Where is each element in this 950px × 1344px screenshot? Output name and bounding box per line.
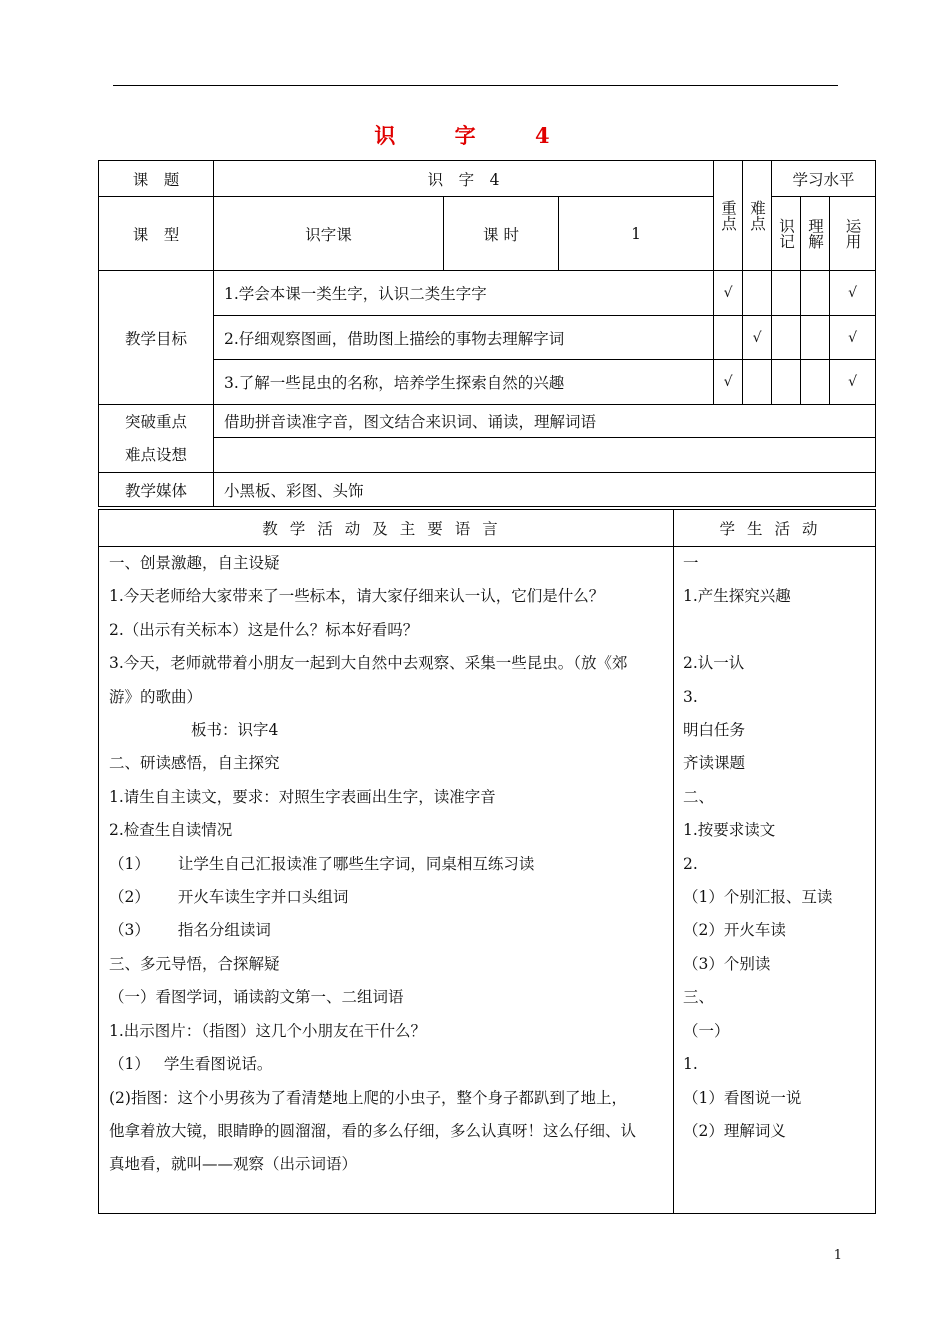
objective-mark: √ — [830, 271, 876, 316]
breakthrough-label-line: 突破重点 — [124, 412, 187, 431]
teaching-line: 真地看，就叫——观察（出示词语） — [109, 1155, 358, 1174]
key-point-header: 重点 — [714, 161, 743, 271]
teaching-line: 2.检查生自读情况 — [109, 821, 233, 840]
teaching-line: 三、多元导悟，合探解疑 — [109, 954, 280, 973]
teaching-line — [109, 848, 669, 881]
student-line: 2. — [683, 854, 698, 873]
breakthrough-label-line: 难点设想 — [124, 445, 187, 464]
objective-mark — [743, 271, 772, 316]
topic-label: 课 题 — [99, 161, 214, 197]
teaching-line: 1.请生自主读文，要求：对照生字表画出生字，读准字音 — [109, 787, 496, 806]
student-line: 齐读课题 — [683, 754, 746, 773]
objective-mark — [801, 360, 830, 405]
objective-mark: √ — [830, 360, 876, 405]
header-rule — [113, 85, 838, 86]
breakthrough-blank — [214, 438, 876, 473]
student-line: （2）开火车读 — [683, 921, 786, 940]
objective-mark — [801, 316, 830, 360]
teaching-line: 一、创景激趣，自主设疑 — [109, 554, 280, 572]
lesson-info-table — [98, 160, 876, 507]
student-line: 1.按要求读文 — [683, 821, 776, 840]
media-label: 教学媒体 — [99, 473, 214, 507]
teaching-line: 3.今天，老师就带着小朋友一起到大自然中去观察、采集一些昆虫。（放《郊 — [109, 654, 628, 673]
type-value: 识字课 — [214, 197, 444, 271]
student-line: 三、 — [683, 988, 715, 1007]
student-line: 二、 — [683, 787, 715, 806]
teaching-line: (2)指图：这个小男孩为了看清楚地上爬的小虫子，整个身子都趴到了地上， — [109, 1088, 627, 1107]
objective-mark: √ — [714, 271, 743, 316]
step-number: （2） — [109, 888, 150, 907]
student-line: （1）个别汇报、互读 — [683, 888, 833, 907]
level-understand: 理解 — [801, 197, 830, 271]
teaching-line: 二、研读感悟，自主探究 — [109, 754, 280, 773]
teaching-activity-header: 教学活动及主要语言 — [99, 510, 674, 547]
objective-mark: √ — [830, 316, 876, 360]
objective-mark — [801, 271, 830, 316]
teaching-line — [109, 1048, 669, 1081]
student-line: 明白任务 — [683, 721, 746, 740]
step-text: 让学生自己汇报读准了哪些生字词，同桌相互练习读 — [177, 854, 535, 873]
level-memorize: 识记 — [772, 197, 801, 271]
student-line: （1）看图说一说 — [683, 1088, 802, 1107]
board-writing: 板书：识字4 — [191, 721, 279, 740]
objective-mark — [714, 316, 743, 360]
topic-value: 识 字 4 — [214, 161, 714, 197]
objective-mark — [743, 360, 772, 405]
breakthrough-value: 借助拼音读准字音，图文结合来识词、诵读，理解词语 — [214, 405, 876, 438]
student-line: （一） — [683, 1021, 730, 1040]
objective-text: 1.学会本课一类生字，认识二类生字字 — [214, 271, 714, 316]
objective-text: 2.仔细观察图画，借助图上描绘的事物去理解字词 — [214, 316, 714, 360]
page-number: 1 — [833, 1248, 842, 1263]
student-line: 1.产生探究兴趣 — [683, 587, 791, 606]
level-apply: 运用 — [830, 197, 876, 271]
teaching-line — [109, 881, 669, 914]
student-activity-header: 学生活动 — [674, 510, 876, 547]
step-number: （1） — [109, 854, 150, 873]
teaching-line — [109, 914, 669, 947]
media-value: 小黑板、彩图、头饰 — [214, 473, 876, 507]
step-text: 学生看图说话。 — [163, 1055, 273, 1074]
objective-mark — [772, 360, 801, 405]
hours-value: 1 — [559, 197, 714, 271]
difficulty-header: 难点 — [743, 161, 772, 271]
objective-mark: √ — [714, 360, 743, 405]
student-line: 3. — [683, 687, 698, 706]
student-line: （3）个别读 — [683, 954, 771, 973]
teaching-activity-cell — [99, 547, 674, 1214]
student-line: 2.认一认 — [683, 654, 745, 673]
step-number: （3） — [109, 921, 150, 940]
objectives-label: 教学目标 — [99, 271, 214, 405]
breakthrough-label — [99, 405, 214, 473]
objective-mark — [772, 271, 801, 316]
objective-text: 3.了解一些昆虫的名称，培养学生探索自然的兴趣 — [214, 360, 714, 405]
student-line: （2）理解词义 — [683, 1121, 786, 1140]
hours-label: 课 时 — [444, 197, 559, 271]
teaching-line: 1.今天老师给大家带来了一些标本，请大家仔细来认一认，它们是什么？ — [109, 587, 605, 606]
student-line: 1. — [683, 1055, 698, 1074]
document-title: 识 字 4 — [374, 123, 576, 148]
teaching-line: 他拿着放大镜，眼睛睁的圆溜溜，看的多么仔细，多么认真呀！这么仔细、认 — [109, 1121, 637, 1140]
activity-table — [98, 509, 876, 1214]
objective-mark: √ — [743, 316, 772, 360]
student-activity-cell — [674, 547, 876, 1214]
learning-level-header: 学习水平 — [772, 161, 876, 197]
student-line: 一 — [683, 554, 699, 572]
step-text: 指名分组读词 — [177, 921, 271, 940]
type-label: 课 型 — [99, 197, 214, 271]
step-number: （1） — [109, 1055, 150, 1074]
teaching-line: 游》的歌曲） — [109, 687, 203, 706]
teaching-line: 2.（出示有关标本）这是什么？标本好看吗？ — [109, 620, 419, 639]
teaching-line: 1.出示图片：（指图）这几个小朋友在干什么？ — [109, 1021, 427, 1040]
objective-mark — [772, 316, 801, 360]
step-text: 开火车读生字并口头组词 — [177, 888, 349, 907]
teaching-line: （一）看图学词，诵读韵文第一、二组词语 — [109, 988, 404, 1007]
student-line — [683, 614, 871, 647]
